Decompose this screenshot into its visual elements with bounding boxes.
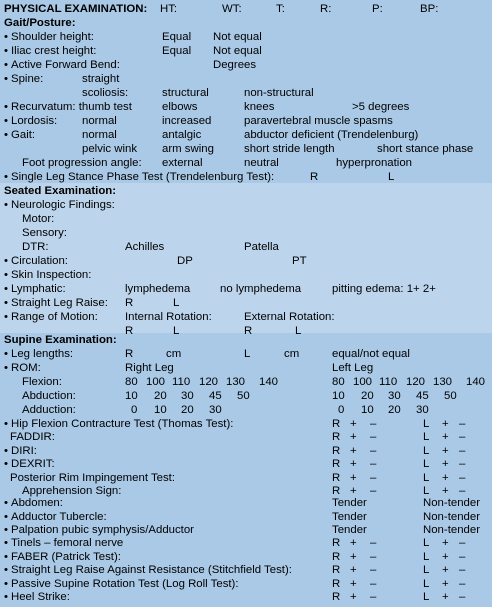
flexion-value-left: 130: [433, 376, 453, 388]
adduction-label: Adduction:: [22, 404, 76, 416]
shoulder-label: • Shoulder height:: [4, 31, 94, 44]
slr-r: R: [125, 297, 134, 309]
adduction-value-right: 0: [131, 404, 138, 416]
rom-er-r: R: [244, 325, 253, 337]
result-plus-l: +: [442, 564, 449, 576]
flexion-value-left: 80: [332, 376, 345, 388]
form-title: PHYSICAL EXAMINATION:: [4, 3, 148, 15]
vital-ht: HT:: [160, 3, 178, 15]
result-plus-r: +: [350, 537, 357, 549]
abduction-value-left: 50: [444, 390, 457, 402]
result-r: R: [332, 418, 341, 430]
no-lymphedema: no lymphedema: [220, 283, 302, 295]
test-label: Apprehension Sign:: [22, 485, 122, 497]
result-minus-r: –: [370, 577, 377, 590]
gait-antalgic: antalgic: [162, 129, 202, 141]
gait-abductor: abductor deficient (Trendelenburg): [244, 129, 419, 141]
result-r: R: [332, 577, 341, 590]
lymphatic-label: • Lymphatic:: [4, 283, 66, 296]
adduction-value-right: 30: [209, 404, 222, 416]
fpa-external: external: [162, 157, 203, 169]
shoulder-not-equal: Not equal: [213, 31, 262, 43]
iliac-not-equal: Not equal: [213, 45, 262, 57]
result-minus-r: –: [370, 564, 377, 576]
gait-heading: Gait/Posture:: [4, 17, 76, 29]
result-minus-r: –: [370, 444, 377, 457]
result-minus-r: –: [370, 485, 377, 497]
abduction-value-right: 10: [125, 390, 138, 402]
result-l: L: [423, 550, 430, 563]
flexion-value-right: 80: [125, 376, 138, 388]
result-minus-l: –: [459, 471, 466, 484]
abduction-value-right: 45: [209, 390, 222, 402]
result-plus-l: +: [442, 471, 449, 484]
result-plus-r: +: [350, 564, 357, 576]
circulation-pt: PT: [292, 255, 307, 267]
iliac-equal: Equal: [162, 45, 192, 57]
adduction-value-left: 10: [361, 404, 374, 416]
flexion-value-left: 110: [379, 376, 398, 388]
recurvatum-elbows: elbows: [162, 101, 198, 113]
result-r: R: [332, 550, 341, 563]
test-label: FADDIR:: [10, 431, 55, 444]
result-plus-l: +: [442, 537, 449, 549]
abduction-value-right: 50: [237, 390, 250, 402]
result-minus-r: –: [370, 431, 377, 444]
result-r: R: [332, 591, 341, 603]
leg-lengths-l: L: [244, 348, 251, 360]
result-plus-l: +: [442, 550, 449, 563]
test-label: • Straight Leg Raise Against Resistance (Stitchfield Test):: [4, 564, 292, 577]
gait-arm-swing: arm swing: [162, 143, 214, 155]
result-minus-l: –: [459, 418, 466, 430]
pitting-edema: pitting edema: 1+ 2+: [332, 283, 436, 295]
vital-p: P:: [372, 3, 383, 15]
fpa-hyperpronation: hyperpronation: [336, 157, 412, 169]
result-minus-l: –: [459, 458, 466, 471]
leg-lengths-equal: equal/not equal: [332, 348, 410, 360]
supine-heading: Supine Examination:: [4, 334, 117, 346]
result-r: R: [332, 431, 341, 444]
test-label: • Hip Flexion Contracture Test (Thomas Test):: [4, 418, 233, 431]
adduction-value-right: 20: [181, 404, 194, 416]
fpa-label: Foot progression angle:: [22, 157, 142, 169]
result-minus-r: –: [370, 550, 377, 563]
rom-ir-r: R: [125, 325, 134, 337]
adduction-value-left: 0: [338, 404, 345, 416]
abduction-value-left: 20: [361, 390, 374, 402]
result-r: R: [332, 444, 341, 457]
result-plus-l: +: [442, 591, 449, 603]
vital-wt: WT:: [222, 3, 242, 15]
forward-bend-label: • Active Forward Bend:: [4, 59, 120, 72]
result-plus-r: +: [350, 550, 357, 563]
lordosis-label: • Lordosis:: [4, 115, 57, 128]
sensory-label: Sensory:: [22, 227, 67, 239]
result-plus-l: +: [442, 418, 449, 430]
forward-bend-degrees: Degrees: [213, 59, 257, 71]
result-plus-l: +: [442, 577, 449, 590]
result-plus-l: +: [442, 444, 449, 457]
tender-option: Tender: [332, 497, 367, 509]
result-minus-l: –: [459, 550, 466, 563]
lordosis-increased: increased: [162, 115, 212, 127]
abduction-value-right: 30: [181, 390, 194, 402]
result-r: R: [332, 537, 341, 549]
test-label: Posterior Rim Impingement Test:: [10, 471, 176, 484]
flexion-value-left: 120: [406, 376, 426, 388]
flexion-value-right: 130: [226, 376, 246, 388]
spine-label: • Spine:: [4, 73, 43, 86]
rom-left-leg: Left Leg: [332, 362, 374, 374]
result-l: L: [423, 431, 430, 444]
gait-normal: normal: [82, 129, 117, 141]
result-minus-l: –: [459, 591, 466, 603]
result-minus-l: –: [459, 444, 466, 457]
spine-structural: structural: [162, 87, 209, 99]
tender-option: Tender: [332, 510, 367, 523]
result-plus-r: +: [350, 418, 357, 430]
rom-supine-label: • ROM:: [4, 362, 41, 375]
leg-lengths-cm-l: cm: [284, 348, 300, 360]
test-label: • DEXRIT:: [4, 458, 55, 471]
fpa-neutral: neutral: [244, 157, 279, 169]
result-plus-l: +: [442, 458, 449, 471]
result-minus-l: –: [459, 431, 466, 444]
result-minus-l: –: [459, 485, 466, 497]
vital-bp: BP:: [420, 3, 439, 15]
result-plus-l: +: [442, 431, 449, 444]
spine-nonstructural: non-structural: [244, 87, 314, 99]
abduction-label: Abduction:: [22, 390, 76, 402]
flexion-value-right: 120: [199, 376, 219, 388]
adduction-value-left: 20: [388, 404, 401, 416]
motor-label: Motor:: [22, 213, 55, 225]
non-tender-option: Non-tender: [423, 497, 480, 509]
rom-internal: Internal Rotation:: [125, 311, 212, 323]
dtr-achilles: Achilles: [125, 241, 165, 253]
circulation-dp: DP: [177, 255, 193, 267]
lordosis-spasm: paravertebral muscle spasms: [244, 115, 393, 127]
flexion-value-left: 140: [466, 376, 486, 388]
rom-external: External Rotation:: [244, 311, 335, 323]
abduction-value-left: 30: [388, 390, 401, 402]
dtr-label: DTR:: [22, 241, 49, 253]
recurvatum-gt5: >5 degrees: [352, 101, 410, 113]
flexion-value-right: 140: [259, 376, 279, 388]
result-plus-r: +: [350, 471, 357, 484]
result-l: L: [423, 471, 430, 484]
flexion-value-right: 110: [172, 376, 191, 388]
slst-r: R: [310, 171, 319, 183]
result-r: R: [332, 471, 341, 484]
result-l: L: [423, 537, 430, 549]
result-minus-r: –: [370, 591, 377, 603]
result-minus-l: –: [459, 537, 466, 549]
result-l: L: [423, 458, 430, 471]
skin-label: • Skin Inspection:: [4, 269, 91, 282]
adduction-value-right: 10: [154, 404, 167, 416]
result-l: L: [423, 591, 430, 603]
recurvatum-label: • Recurvatum: thumb test: [4, 101, 132, 114]
flexion-value-right: 100: [146, 376, 166, 388]
adduction-value-left: 30: [416, 404, 429, 416]
leg-lengths-cm-r: cm: [166, 348, 182, 360]
test-label: • Heel Strike:: [4, 591, 70, 604]
result-plus-r: +: [350, 485, 357, 497]
flexion-value-left: 100: [353, 376, 373, 388]
result-plus-r: +: [350, 444, 357, 457]
palpation-label: • Palpation pubic symphysis/Adductor: [4, 524, 194, 537]
dtr-patella: Patella: [244, 241, 279, 253]
recurvatum-knees: knees: [244, 101, 275, 113]
shoulder-equal: Equal: [162, 31, 192, 43]
gait-short-stance: short stance phase: [377, 143, 474, 155]
slr-l: L: [173, 297, 180, 309]
abduction-value-left: 45: [416, 390, 429, 402]
circulation-label: • Circulation:: [4, 255, 68, 268]
abduction-value-left: 10: [332, 390, 345, 402]
result-plus-r: +: [350, 458, 357, 471]
result-minus-r: –: [370, 418, 377, 430]
rom-seated-label: • Range of Motion:: [4, 311, 98, 324]
rom-ir-l: L: [173, 325, 180, 337]
result-l: L: [423, 485, 430, 497]
vital-r: R:: [320, 3, 332, 15]
slst-label: • Single Leg Stance Phase Test (Trendelenburg Test):: [4, 171, 274, 184]
leg-lengths-label: • Leg lengths:: [4, 348, 73, 361]
result-minus-r: –: [370, 458, 377, 471]
neuro-label: • Neurologic Findings:: [4, 199, 115, 212]
result-l: L: [423, 444, 430, 457]
test-label: • DIRI:: [4, 445, 37, 458]
vital-t: T:: [276, 3, 285, 15]
lordosis-normal: normal: [82, 115, 117, 127]
slr-label: • Straight Leg Raise:: [4, 297, 108, 310]
iliac-label: • Iliac crest height:: [4, 45, 96, 58]
test-label: • FABER (Patrick Test):: [4, 551, 121, 564]
result-plus-l: +: [442, 485, 449, 497]
result-r: R: [332, 564, 341, 576]
result-r: R: [332, 458, 341, 471]
result-minus-l: –: [459, 577, 466, 590]
rom-er-l: L: [295, 325, 302, 337]
non-tender-option: Non-tender: [423, 524, 480, 536]
non-tender-option: Non-tender: [423, 510, 480, 523]
result-l: L: [423, 564, 430, 576]
spine-straight: straight: [82, 73, 120, 85]
spine-scoliosis: scoliosis:: [82, 87, 129, 99]
flexion-label: Flexion:: [22, 376, 62, 388]
abduction-value-right: 20: [154, 390, 167, 402]
result-minus-r: –: [370, 471, 377, 484]
result-plus-r: +: [350, 591, 357, 603]
seated-heading: Seated Examination:: [4, 185, 117, 197]
test-label: • Passive Supine Rotation Test (Log Roll Test):: [4, 578, 239, 591]
gait-short-stride: short stride length: [244, 143, 335, 155]
result-r: R: [332, 485, 341, 497]
tender-option: Tender: [332, 524, 367, 536]
gait-pelvic-wink: pelvic wink: [82, 143, 138, 155]
palpation-label: • Adductor Tubercle:: [4, 511, 107, 524]
slst-l: L: [388, 171, 395, 183]
result-plus-r: +: [350, 431, 357, 444]
result-l: L: [423, 418, 430, 430]
palpation-label: • Abdomen:: [4, 497, 63, 510]
rom-right-leg: Right Leg: [125, 362, 174, 374]
result-minus-r: –: [370, 537, 377, 549]
lymphedema: lymphedema: [125, 283, 191, 295]
leg-lengths-r: R: [125, 348, 134, 360]
result-plus-r: +: [350, 577, 357, 590]
result-minus-l: –: [459, 564, 466, 576]
result-l: L: [423, 577, 430, 590]
test-label: • Tinels – femoral nerve: [4, 537, 123, 550]
gait-label: • Gait:: [4, 129, 35, 142]
